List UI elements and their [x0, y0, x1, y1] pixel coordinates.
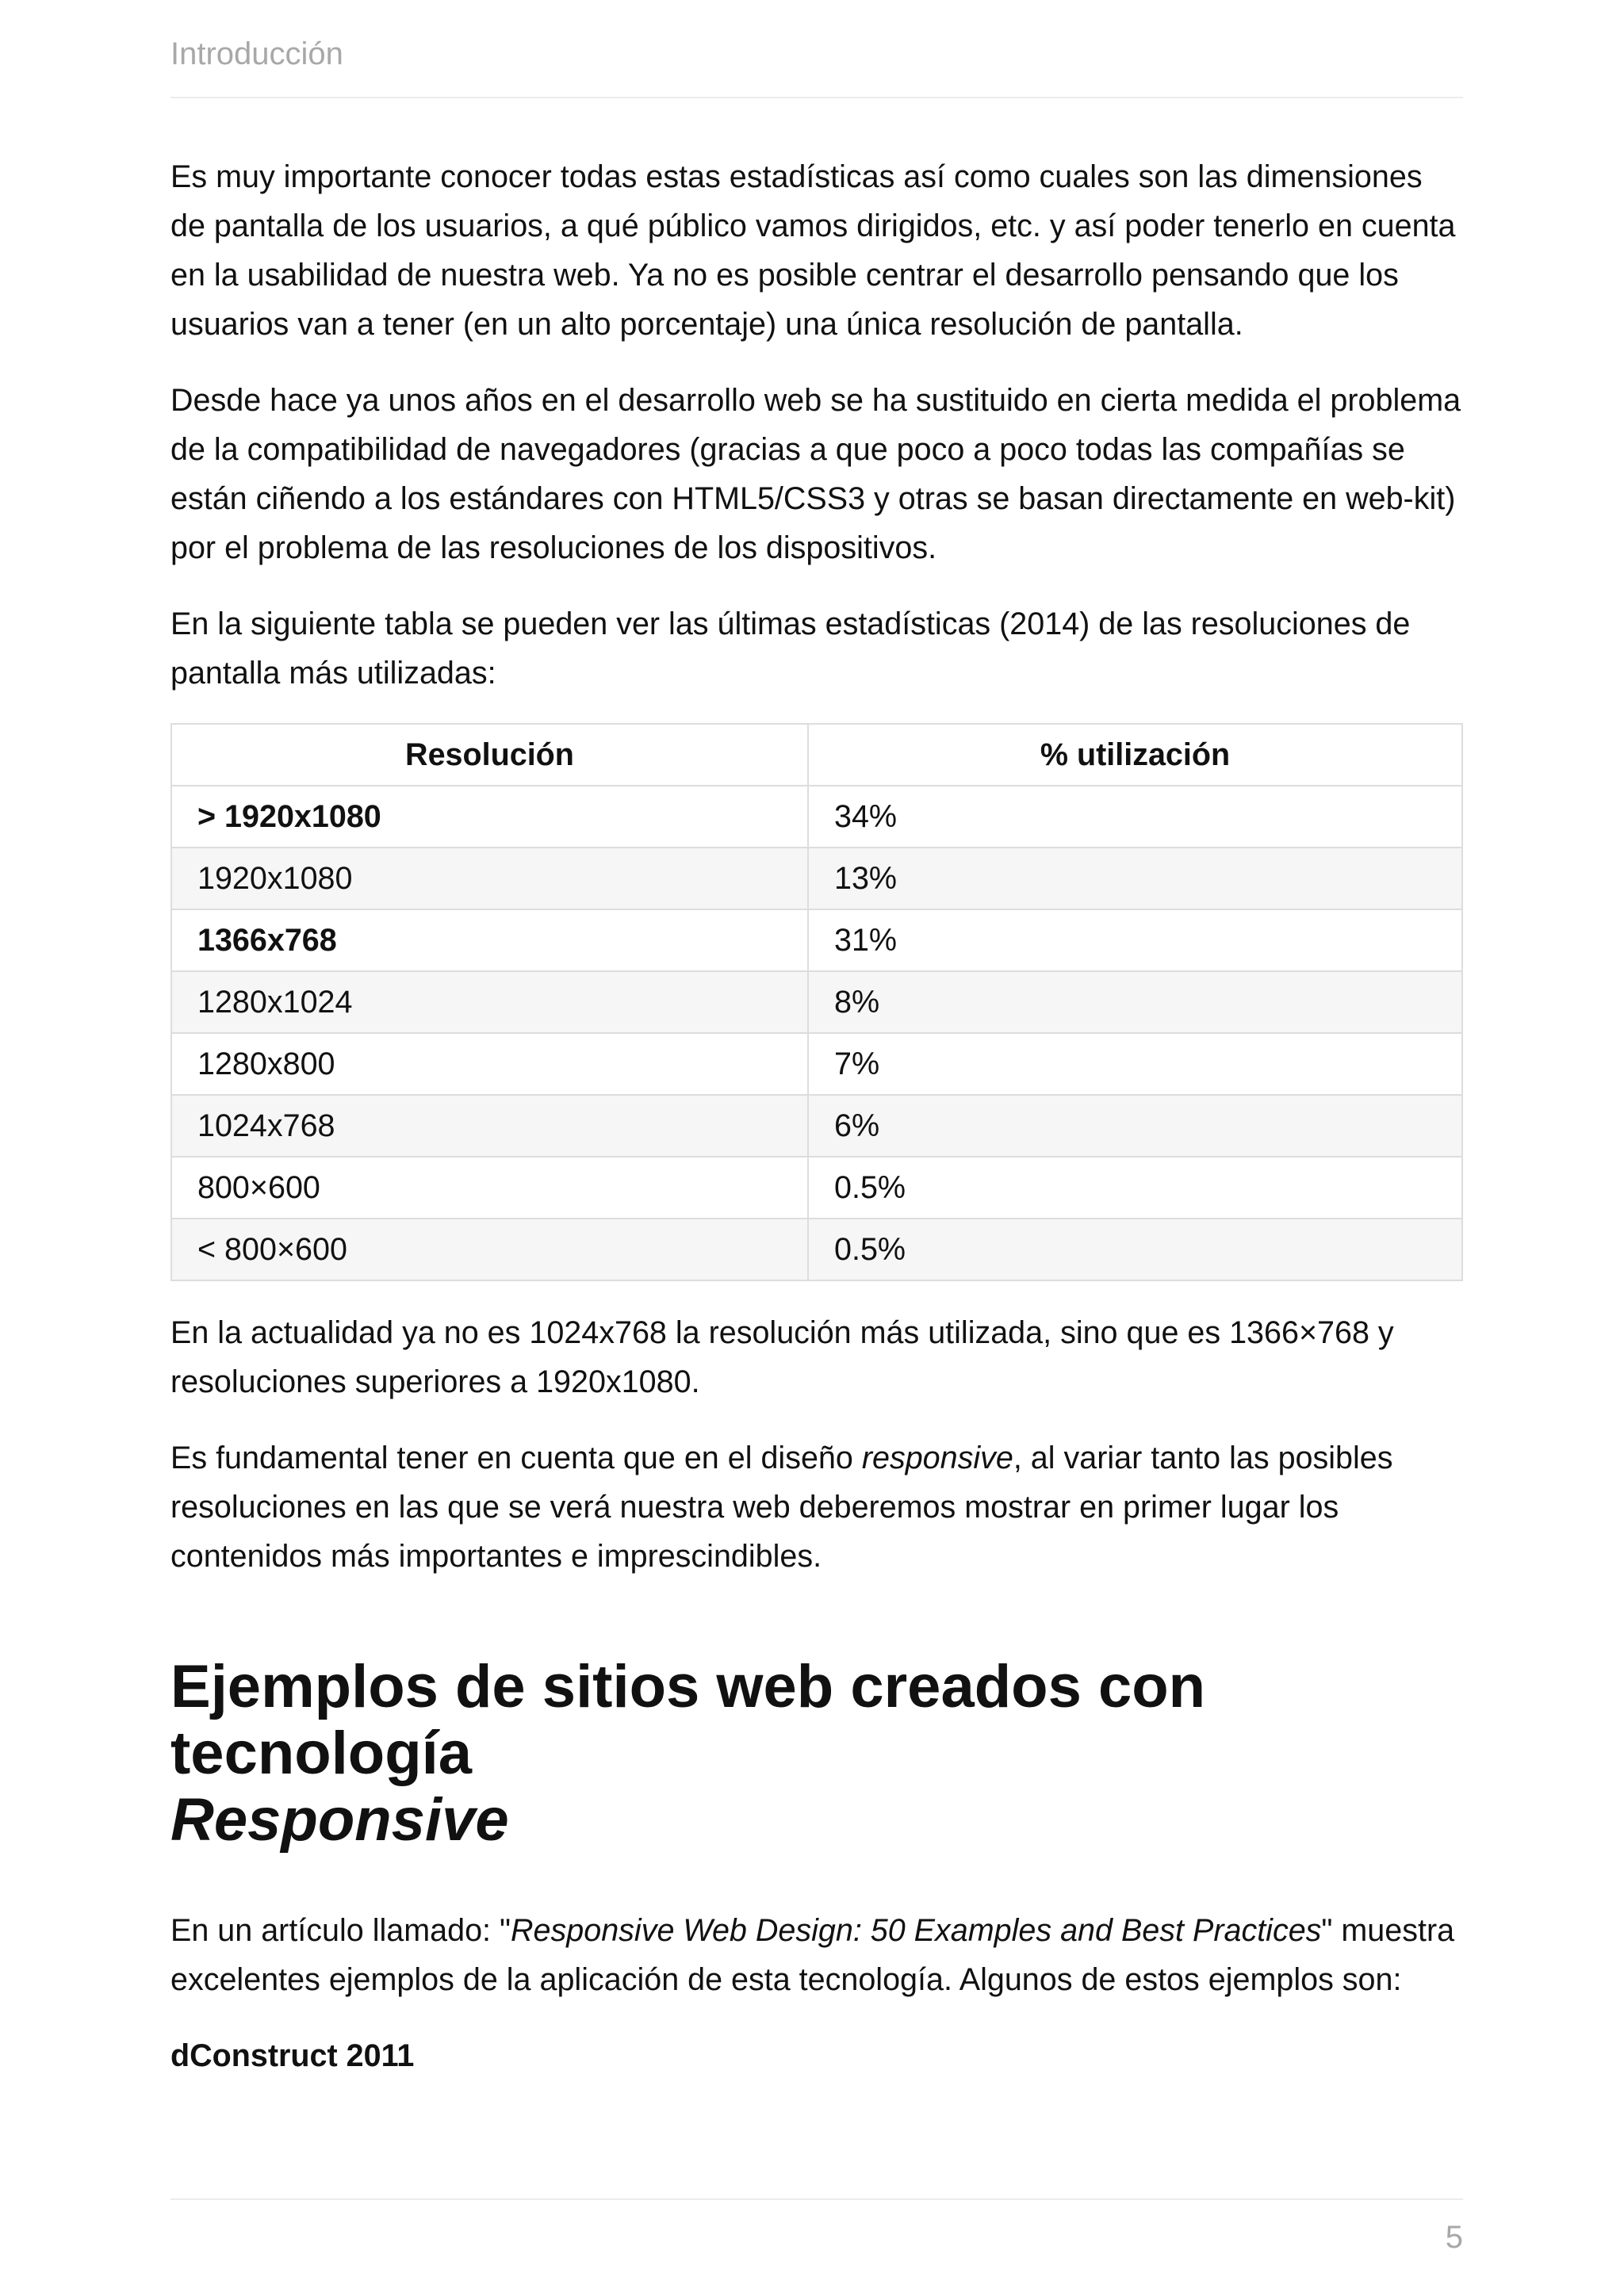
- table-row: [171, 1157, 1462, 1219]
- column-header-resolution: Resolución: [171, 724, 808, 786]
- section-heading-line1: Ejemplos de sitios web creados con tecnología: [170, 1653, 1206, 1787]
- article-title: Responsive Web Design: 50 Examples and Best Practices: [511, 1913, 1322, 1948]
- section-heading: [170, 1654, 1463, 1854]
- resolution-cell: 1280x800: [171, 1033, 808, 1095]
- text-span: , al variar tanto las posibles resoluciones en las que se verá nuestra web deberemos mostrar en primer lugar los contenidos más importantes e imprescindibles.: [170, 1441, 1393, 1574]
- table-header-row: [171, 724, 1462, 786]
- page-number: 5: [1445, 2220, 1463, 2255]
- example-label: dConstruct 2011: [170, 2038, 415, 2073]
- header-divider: [170, 97, 1463, 98]
- resolution-cell: 1024x768: [171, 1095, 808, 1157]
- footer-divider: [170, 2198, 1463, 2200]
- usage-cell: 8%: [808, 971, 1462, 1033]
- paragraph-responsive-design: [170, 1433, 1463, 1581]
- paragraph-table-intro: En la siguiente tabla se pueden ver las últimas estadísticas (2014) de las resoluciones de pantalla más utilizadas:: [170, 607, 1411, 691]
- table-row: [171, 909, 1462, 971]
- table-row: [171, 1219, 1462, 1280]
- usage-cell: 31%: [808, 909, 1462, 971]
- resolution-cell: 1920x1080: [171, 848, 808, 909]
- paragraph-statistics: Es muy importante conocer todas estas estadísticas así como cuales son las dimensiones de pantalla de los usuarios, a qué público vamos dirigidos, etc. y así poder tenerlo en cuenta en la usabilidad de nuestra web. Ya no es posible centrar el desarrollo pensando que los usuarios van a tener (en un alto porcentaje) una única resolución de pantalla.: [170, 159, 1456, 342]
- paragraph-article-reference: [170, 1906, 1463, 2004]
- resolution-cell: 800×600: [171, 1157, 808, 1219]
- usage-cell: 34%: [808, 786, 1462, 848]
- table-row: [171, 971, 1462, 1033]
- resolution-cell: 1280x1024: [171, 971, 808, 1033]
- table-row: [171, 1095, 1462, 1157]
- text-span: Es fundamental tener en cuenta que en el diseño: [170, 1441, 862, 1475]
- table-row: [171, 1033, 1462, 1095]
- usage-cell: 13%: [808, 848, 1462, 909]
- resolution-cell: 1366x768: [171, 909, 808, 971]
- emphasis-responsive: responsive: [861, 1441, 1013, 1475]
- page-content: [170, 152, 1463, 2080]
- running-header: Introducción: [170, 36, 343, 71]
- column-header-usage: % utilización: [808, 724, 1462, 786]
- usage-cell: 0.5%: [808, 1219, 1462, 1280]
- text-span: En un artículo llamado: ": [170, 1913, 511, 1948]
- paragraph-current-resolution: En la actualidad ya no es 1024x768 la resolución más utilizada, sino que es 1366×768 y resoluciones superiores a 1920x1080.: [170, 1315, 1394, 1399]
- resolution-table: [170, 723, 1463, 1281]
- table-row: [171, 786, 1462, 848]
- usage-cell: 6%: [808, 1095, 1462, 1157]
- usage-cell: 0.5%: [808, 1157, 1462, 1219]
- usage-cell: 7%: [808, 1033, 1462, 1095]
- resolution-cell: < 800×600: [171, 1219, 808, 1280]
- paragraph-compatibility: Desde hace ya unos años en el desarrollo web se ha sustituido en cierta medida el problema de la compatibilidad de navegadores (gracias a que poco a poco todas las compañías se están ciñendo a los estándares con HTML5/CSS3 y otras se basan directamente en web-kit) por el problema de las resoluciones de los dispositivos.: [170, 383, 1461, 565]
- text-span: " muestra excelentes ejemplos de la aplicación de esta tecnología. Algunos de estos ejemplos son:: [170, 1913, 1455, 1997]
- resolution-cell: > 1920x1080: [171, 786, 808, 848]
- table-row: [171, 848, 1462, 909]
- section-heading-emphasis: Responsive: [170, 1786, 509, 1854]
